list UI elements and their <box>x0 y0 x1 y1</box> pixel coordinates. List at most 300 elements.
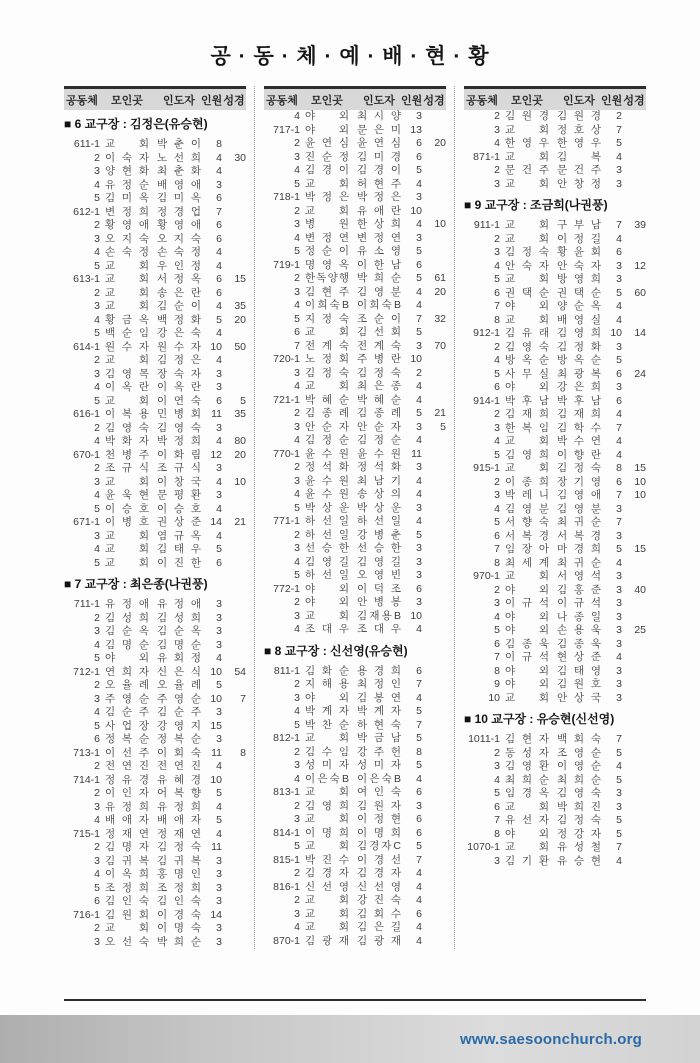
header-community: 공동체 <box>66 95 98 107</box>
meeting-place: 병 원 <box>305 218 349 230</box>
attendance-count: 5 <box>416 407 422 419</box>
community-code: 8 <box>494 827 500 840</box>
meeting-place: 교 회 <box>305 813 349 825</box>
meeting-place: 김 영 환 <box>505 760 549 772</box>
attendance-count: 4 <box>416 894 422 906</box>
attendance-count: 10 <box>210 773 222 786</box>
attendance-count: 4 <box>416 515 422 527</box>
community-code: 6 <box>494 529 500 542</box>
leader-name: 김 영 길 <box>357 555 401 568</box>
meeting-place: 안 숙 자 <box>505 259 549 272</box>
community-code: 3 <box>294 218 300 230</box>
community-code: 3 <box>494 421 500 434</box>
community-code: 6 <box>294 326 300 338</box>
community-code: 4 <box>494 435 500 447</box>
meeting-place: 야 외 <box>305 110 349 122</box>
bible-count <box>622 692 646 706</box>
bible-count: 35 <box>234 300 246 312</box>
attendance-count: 3 <box>216 854 222 867</box>
meeting-place: 교 회 <box>305 921 349 933</box>
leader-name: 유 혜 경 <box>157 773 201 786</box>
leader-name: 신 은 식 <box>157 665 201 678</box>
bible-count <box>622 638 646 652</box>
table-row <box>464 273 646 287</box>
community-code: 3 <box>294 474 300 487</box>
table-row <box>264 380 446 394</box>
table-row <box>64 625 246 639</box>
leader-name: 윤 수 원 <box>357 447 401 460</box>
table-row <box>464 219 646 233</box>
community-code: 5 <box>494 273 500 285</box>
attendance-count: 3 <box>616 691 622 704</box>
leader-name: 장 기 영 <box>557 475 601 488</box>
meeting-place: 임 경 옥 <box>505 787 549 799</box>
meeting-place: 김 정 순 <box>305 434 349 446</box>
leader-name: 서 영 석 <box>557 570 601 582</box>
table-row <box>64 909 246 923</box>
meeting-place: 윤 수 원 <box>305 488 349 500</box>
attendance-count: 5 <box>616 354 622 366</box>
table-row <box>64 720 246 734</box>
community-code: 2 <box>94 922 100 934</box>
meeting-place: 교 회 <box>505 462 549 474</box>
meeting-place: 교 회 <box>105 529 149 542</box>
community-code: 3 <box>94 367 100 380</box>
bible-count <box>622 570 646 584</box>
attendance-count: 3 <box>216 935 222 948</box>
table-row <box>64 179 246 193</box>
attendance-count: 5 <box>416 164 422 176</box>
table-row <box>464 354 646 368</box>
community-code: 5 <box>94 192 100 204</box>
header-count: 인원 <box>401 95 423 107</box>
community-code: 4 <box>294 110 300 122</box>
table-row <box>64 855 246 869</box>
table-row <box>64 273 246 287</box>
bible-count <box>422 461 446 475</box>
meeting-place: 원 수 자 <box>105 340 149 353</box>
community-code: 7 <box>494 814 500 826</box>
attendance-count: 4 <box>616 854 622 867</box>
bible-count <box>222 503 246 517</box>
bible-count <box>622 855 646 869</box>
table-row <box>464 110 646 124</box>
leader-name: 정 호 상 <box>557 123 601 136</box>
leader-name: 이 경 숙 <box>157 908 201 921</box>
bible-count <box>222 206 246 220</box>
table-row <box>264 259 446 273</box>
meeting-place: 김 종 례 <box>305 407 349 419</box>
community-code: 2 <box>294 137 300 149</box>
table-row <box>64 639 246 653</box>
table-row <box>64 341 246 355</box>
bible-count <box>222 720 246 734</box>
meeting-place: 김 정 숙 <box>505 246 549 258</box>
attendance-count: 5 <box>416 528 422 541</box>
bible-count: 5 <box>240 394 246 407</box>
community-code: 6 <box>94 895 100 907</box>
table-row <box>464 435 646 449</box>
leader-name: 이 향 란 <box>557 448 601 461</box>
table-row <box>264 935 446 949</box>
attendance-count: 5 <box>616 827 622 840</box>
meeting-place: 이 규 석 <box>505 651 549 663</box>
table-row <box>464 489 646 503</box>
leader-name: 김 경 이 <box>357 164 401 176</box>
attendance-count: 10 <box>410 609 422 622</box>
table-row <box>64 787 246 801</box>
attendance-count: 7 <box>616 841 622 853</box>
meeting-place: 지 해 용 <box>305 678 349 690</box>
community-code: 7 <box>494 543 500 555</box>
attendance-count: 15 <box>210 719 222 732</box>
attendance-count: 3 <box>616 624 622 636</box>
leader-name: 김 영 희 <box>557 327 601 339</box>
leader-name: 유 정 애 <box>157 598 201 610</box>
meeting-place: 김 귀 복 <box>105 854 149 867</box>
bible-count <box>622 110 646 124</box>
community-code: 3 <box>294 907 300 920</box>
leader-name: 오 영 빈 <box>357 569 401 581</box>
bible-count <box>422 732 446 746</box>
bible-count <box>422 259 446 273</box>
bible-count <box>222 679 246 693</box>
bible-count <box>422 515 446 529</box>
table-row <box>264 610 446 624</box>
table-row <box>464 841 646 855</box>
meeting-place: 이 선 주 <box>105 746 149 759</box>
table-row <box>64 219 246 233</box>
column-header-row <box>464 86 646 110</box>
meeting-place: 교 회 <box>105 922 149 934</box>
bible-count <box>222 287 246 301</box>
meeting-place: 교 회 <box>505 177 549 190</box>
attendance-count: 4 <box>416 474 422 487</box>
leader-name: 김 순 주 <box>157 706 201 718</box>
bible-count <box>622 557 646 571</box>
bible-count <box>422 705 446 719</box>
bible-count <box>222 462 246 476</box>
attendance-count: 3 <box>216 178 222 191</box>
meeting-place: 박 찬 순 <box>305 718 349 731</box>
attendance-count: 5 <box>216 814 222 826</box>
meeting-place: 김 현 주 <box>305 285 349 298</box>
table-row <box>464 246 646 260</box>
attendance-count: 4 <box>616 760 622 772</box>
community-code: 5 <box>94 881 100 894</box>
leader-name: 김 은 길 <box>357 921 401 933</box>
leader-name: 김 회 수 <box>357 907 401 920</box>
leader-name: 최 춘 화 <box>157 165 201 177</box>
attendance-count: 7 <box>616 421 622 434</box>
table-row <box>64 287 246 301</box>
meeting-place: 야 외 <box>505 827 549 840</box>
leader-name: 황 영 애 <box>157 219 201 231</box>
meeting-place: 김 영 목 <box>105 367 149 380</box>
meeting-place: 교 회 <box>105 543 149 555</box>
bible-count <box>622 435 646 449</box>
attendance-count: 6 <box>616 394 622 407</box>
leader-name: 어 복 향 <box>157 787 201 799</box>
meeting-place: 유 선 자 <box>505 814 549 826</box>
table-row <box>64 557 246 571</box>
community-code: 4 <box>494 502 500 515</box>
table-row <box>264 746 446 760</box>
attendance-count: 3 <box>416 339 422 352</box>
attendance-count: 4 <box>416 177 422 190</box>
community-code: 2 <box>94 354 100 366</box>
table-row <box>464 801 646 815</box>
table-row <box>264 515 446 529</box>
community-code: 3 <box>94 935 100 948</box>
leader-name: 이 진 한 <box>157 556 201 569</box>
bible-count <box>422 867 446 881</box>
attendance-count: 4 <box>616 435 622 447</box>
community-code: 2 <box>94 841 100 853</box>
leader-name: 장 숙 자 <box>157 367 201 380</box>
meeting-place: 김 영 숙 <box>105 421 149 434</box>
meeting-place: 천 병 주 <box>105 448 149 461</box>
meeting-place: 김 영 숙 <box>505 340 549 353</box>
attendance-count: 4 <box>616 150 622 163</box>
meeting-place: 사 무 실 <box>505 367 549 380</box>
community-code: 5 <box>94 327 100 339</box>
leader-name: 김 홍 준 <box>557 583 601 596</box>
bible-count <box>222 219 246 233</box>
table-row <box>464 287 646 301</box>
leader-name: 김 정 숙 <box>557 814 601 826</box>
table-row <box>464 611 646 625</box>
header-place: 모인곳 <box>511 95 543 107</box>
community-code: 3 <box>294 542 300 554</box>
attendance-count: 4 <box>416 218 422 230</box>
leader-name: 하 선 일 <box>357 515 401 527</box>
meeting-place: 전 계 숙 <box>305 339 349 352</box>
leader-name: 황 윤 회 <box>557 246 601 258</box>
bible-count <box>222 625 246 639</box>
community-code: 915-1 <box>473 462 500 474</box>
attendance-count: 5 <box>216 543 222 555</box>
table-row <box>264 286 446 300</box>
bible-count <box>222 327 246 341</box>
community-code: 2 <box>294 272 300 284</box>
leader-name: 안 창 정 <box>557 177 601 190</box>
bible-count <box>222 774 246 788</box>
community-code: 5 <box>294 177 300 190</box>
meeting-place: 동 성 자 <box>505 746 549 759</box>
community-code: 4 <box>94 868 100 880</box>
meeting-place: 윤 연 심 <box>305 137 349 149</box>
meeting-place: 정 순 이 <box>305 245 349 257</box>
table-row <box>264 773 446 787</box>
leader-name: 유 성 철 <box>557 841 601 853</box>
attendance-count: 6 <box>416 664 422 677</box>
table-row <box>264 421 446 435</box>
attendance-count: 4 <box>216 259 222 272</box>
community-code: 5 <box>294 840 300 852</box>
table-row <box>464 584 646 598</box>
meeting-place: 정 재 연 <box>105 827 149 840</box>
header-bible: 성경 <box>423 95 445 107</box>
leader-name: 김 인 숙 <box>157 895 201 907</box>
table-row <box>464 828 646 842</box>
attendance-count: 6 <box>216 273 222 285</box>
table-row <box>464 814 646 828</box>
leader-name: 주 영 순 <box>157 692 201 705</box>
table-row <box>464 476 646 490</box>
leader-name: 홍 명 인 <box>157 868 201 880</box>
leader-name: 최 광 복 <box>557 367 601 380</box>
meeting-place: 한 영 우 <box>505 137 549 149</box>
table-row <box>264 326 446 340</box>
bible-count <box>622 678 646 692</box>
bible-count: 54 <box>234 665 246 678</box>
table-row <box>464 774 646 788</box>
community-code: 4 <box>294 231 300 244</box>
bible-count <box>422 502 446 516</box>
leader-name: 안 숙 자 <box>557 259 601 272</box>
table-row <box>64 747 246 761</box>
bible-count <box>422 164 446 178</box>
attendance-count: 3 <box>616 259 622 272</box>
community-code: 2 <box>94 760 100 772</box>
community-code: 616-1 <box>73 408 100 420</box>
meeting-place: 교 회 <box>105 354 149 366</box>
community-code: 4 <box>94 313 100 326</box>
leader-name: 오 지 숙 <box>157 232 201 245</box>
bible-count <box>222 868 246 882</box>
table-row <box>264 407 446 421</box>
leader-name: 안 상 국 <box>557 691 601 704</box>
leader-name: 조 정 희 <box>157 881 201 894</box>
table-row <box>264 178 446 192</box>
leader-name: 민 병 회 <box>157 408 201 420</box>
community-code: 3 <box>294 813 300 825</box>
leader-name: 전 연 진 <box>157 760 201 772</box>
leader-name: 이 옥 란 <box>157 381 201 393</box>
table-row <box>264 475 446 489</box>
table-row <box>264 719 446 733</box>
community-code: 772-1 <box>273 582 300 595</box>
meeting-place: 교 회 <box>105 300 149 312</box>
attendance-count: 5 <box>616 814 622 826</box>
meeting-place: 서 복 경 <box>505 529 549 542</box>
leader-name: 권 택 순 <box>557 286 601 299</box>
leader-name: 신 선 영 <box>357 880 401 893</box>
community-code: 3 <box>94 232 100 245</box>
community-code: 4 <box>294 623 300 635</box>
attendance-count: 5 <box>416 759 422 771</box>
table-row <box>264 542 446 556</box>
leader-name: 마 경 희 <box>557 543 601 555</box>
attendance-count: 5 <box>216 313 222 326</box>
attendance-count: 11 <box>211 746 222 759</box>
meeting-place: 교 회 <box>305 609 349 622</box>
bible-count: 25 <box>634 624 646 636</box>
leader-name: 김 영 숙 <box>157 421 201 434</box>
bible-count <box>622 300 646 314</box>
table-row <box>464 164 646 178</box>
attendance-count: 3 <box>216 733 222 745</box>
leader-name: 김 원 자 <box>357 799 401 812</box>
bible-count <box>222 841 246 855</box>
attendance-count: 4 <box>416 691 422 704</box>
community-code: 871-1 <box>473 150 500 163</box>
meeting-place: 이 옥 란 <box>105 381 149 393</box>
table-row <box>264 488 446 502</box>
church-website-link[interactable]: www.saesoonchurch.org <box>459 1030 642 1048</box>
community-code: 4 <box>294 380 300 392</box>
bible-count <box>222 233 246 247</box>
community-code: 6 <box>494 381 500 393</box>
leader-name: 조 규 식 <box>157 462 201 474</box>
leader-name: 김 정 순 <box>357 434 401 446</box>
community-code: 2 <box>94 286 100 299</box>
leader-name: 박 상 운 <box>357 501 401 514</box>
community-code: 4 <box>494 354 500 366</box>
leader-name: 김 광 재 <box>357 934 401 947</box>
bible-count: 40 <box>634 583 646 596</box>
bible-count <box>422 692 446 706</box>
meeting-place: 김 정 숙 <box>305 366 349 379</box>
community-code: 718-1 <box>273 191 300 203</box>
table-row <box>64 693 246 707</box>
bible-count: 35 <box>234 408 246 420</box>
community-code: 5 <box>494 448 500 461</box>
attendance-count: 2 <box>416 366 422 379</box>
attendance-count: 3 <box>416 569 422 581</box>
table-row <box>264 164 446 178</box>
meeting-place: 야 외 <box>105 652 149 664</box>
community-code: 10 <box>488 691 500 704</box>
community-code: 3 <box>94 475 100 488</box>
community-code: 4 <box>94 178 100 191</box>
meeting-place: 교 회 <box>105 556 149 569</box>
leader-name: 박 희 순 <box>357 272 401 284</box>
leader-name: 김 원 호 <box>557 678 601 690</box>
bible-count <box>422 434 446 448</box>
bible-count: 32 <box>434 312 446 325</box>
meeting-place: 황 영 애 <box>105 219 149 231</box>
leader-name: 이 덕 조 <box>357 582 401 595</box>
meeting-place: 문 건 주 <box>505 164 549 176</box>
attendance-count: 6 <box>216 286 222 299</box>
bible-count <box>622 354 646 368</box>
community-code: 4 <box>94 543 100 555</box>
community-code: 3 <box>94 165 100 177</box>
bible-count <box>622 503 646 517</box>
table-row <box>264 151 446 165</box>
meeting-place: 교 회 <box>505 691 549 704</box>
community-code: 3 <box>94 800 100 813</box>
leader-name: 이 희 숙 B <box>357 299 401 311</box>
meeting-place: 권 택 순 <box>505 286 549 299</box>
attendance-count: 6 <box>616 367 622 380</box>
meeting-place: 교 회 <box>305 840 349 852</box>
table-row <box>264 705 446 719</box>
bible-count <box>422 124 446 138</box>
meeting-place: 오 선 숙 <box>105 935 149 948</box>
table-row <box>264 813 446 827</box>
header-count: 인원 <box>601 95 623 107</box>
leader-name: 김 귀 복 <box>157 854 201 867</box>
community-code: 5 <box>494 516 500 528</box>
header-community: 공동체 <box>266 95 298 107</box>
attendance-count: 3 <box>216 421 222 434</box>
table-row <box>264 502 446 516</box>
table-column-3 <box>454 86 646 949</box>
meeting-place: 변 정 연 <box>305 231 349 244</box>
